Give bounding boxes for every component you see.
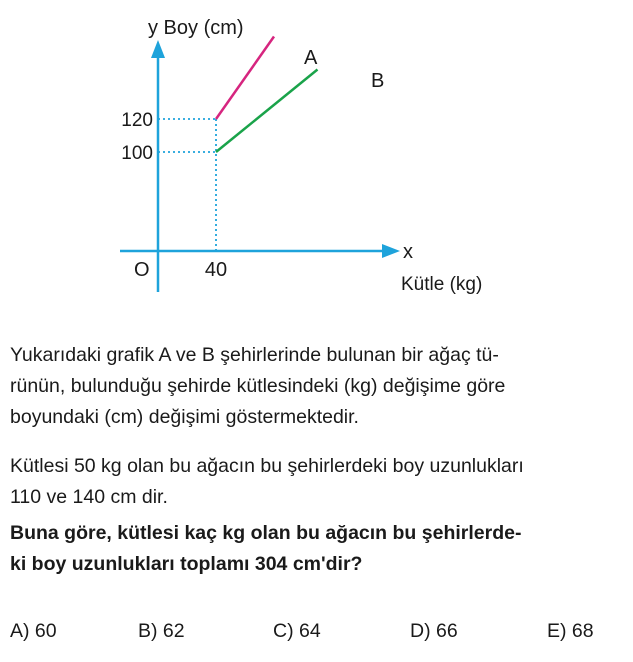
chart — [0, 0, 633, 310]
x-axis-arrow — [382, 244, 400, 258]
description-paragraph — [10, 340, 625, 433]
question-text — [10, 518, 625, 580]
info-paragraph — [10, 451, 625, 513]
y-axis-label: y Boy (cm) — [148, 17, 244, 39]
text-line: ki boy uzunlukları toplamı 304 cm'dir? — [10, 553, 363, 575]
text-line: Kütlesi 50 kg olan bu ağacın bu şehirlerdeki boy uzunlukları — [10, 455, 524, 477]
text-line: 110 ve 140 cm dir. — [10, 486, 168, 508]
y-tick-label-100: 100 — [121, 143, 153, 164]
option-d[interactable]: D) 66 — [410, 620, 458, 642]
x-axis-letter: x — [403, 241, 413, 263]
x-tick-label: 40 — [204, 259, 228, 281]
answer-options — [10, 620, 625, 650]
option-e[interactable]: E) 68 — [547, 620, 594, 642]
y-tick-label-120: 120 — [121, 110, 153, 131]
text-line: boyundaki (cm) değişimi göstermektedir. — [10, 406, 359, 428]
series-label-b: B — [371, 70, 385, 92]
option-a[interactable]: A) 60 — [10, 620, 57, 642]
y-axis-arrow — [151, 40, 165, 58]
text-line: rünün, bulunduğu şehirde kütlesindeki (kg) değişime göre — [10, 375, 506, 397]
origin-label: O — [134, 259, 150, 281]
series-label-a: A — [304, 47, 318, 69]
text-line: Buna göre, kütlesi kaç kg olan bu ağacın bu şehirlerde- — [10, 522, 522, 544]
series-layer — [216, 37, 318, 153]
series-line-b — [216, 70, 318, 153]
option-c[interactable]: C) 64 — [273, 620, 321, 642]
series-line-a — [216, 37, 274, 120]
x-axis-label: Kütle (kg) — [401, 274, 483, 295]
text-line: Yukarıdaki grafik A ve B şehirlerinde bulunan bir ağaç tü- — [10, 344, 499, 366]
option-b[interactable]: B) 62 — [138, 620, 185, 642]
